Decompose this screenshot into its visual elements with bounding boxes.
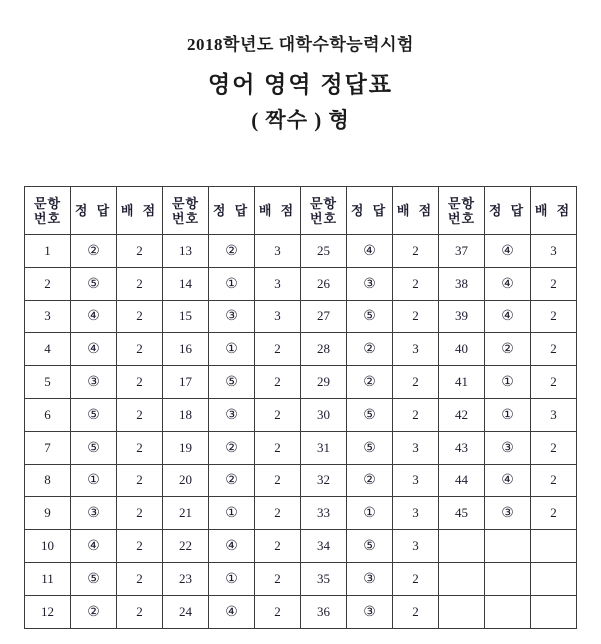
points-cell: 2 <box>531 267 577 300</box>
points-cell: 2 <box>393 366 439 399</box>
points-cell: 2 <box>117 530 163 563</box>
circled-answer-glyph: ③ <box>225 407 238 423</box>
table-row <box>25 366 577 399</box>
question-number-cell: 5 <box>25 366 71 399</box>
header-question-no-top: 문항 <box>309 195 338 211</box>
points-cell: 2 <box>531 300 577 333</box>
question-number-cell: 22 <box>163 530 209 563</box>
header-question-no-4 <box>439 187 485 235</box>
question-number-cell: 26 <box>301 267 347 300</box>
header-points-label: 배 점 <box>396 203 435 218</box>
points-cell: 3 <box>531 398 577 431</box>
points-cell: 2 <box>255 366 301 399</box>
circled-answer-glyph: ② <box>363 473 376 489</box>
title-block <box>0 0 601 134</box>
points-cell: 2 <box>255 497 301 530</box>
answer-cell <box>347 562 393 595</box>
circled-answer-glyph: ① <box>501 407 514 423</box>
form-type-title: ( 짝수 ) 형 <box>251 108 350 132</box>
answer-cell <box>71 464 117 497</box>
answer-cell <box>71 431 117 464</box>
circled-answer-glyph: ② <box>225 440 238 456</box>
answer-cell <box>347 464 393 497</box>
header-question-no-bottom: 번호 <box>33 210 62 226</box>
header-question-no-1 <box>25 187 71 235</box>
question-number-cell: 43 <box>439 431 485 464</box>
answer-cell <box>485 235 531 268</box>
answer-cell <box>485 267 531 300</box>
circled-answer-glyph: ① <box>225 276 238 292</box>
answer-cell <box>209 595 255 628</box>
question-number-cell: 6 <box>25 398 71 431</box>
circled-answer-glyph: ⑤ <box>225 375 238 391</box>
points-cell: 3 <box>393 333 439 366</box>
points-cell: 2 <box>255 464 301 497</box>
points-cell: 3 <box>255 267 301 300</box>
answer-table <box>24 186 577 629</box>
points-cell: 3 <box>393 464 439 497</box>
circled-answer-glyph: ④ <box>501 473 514 489</box>
points-cell: 2 <box>255 398 301 431</box>
answer-cell <box>485 497 531 530</box>
points-cell: 2 <box>255 530 301 563</box>
header-answer-2 <box>209 187 255 235</box>
empty-cell <box>485 562 531 595</box>
question-number-cell: 41 <box>439 366 485 399</box>
circled-answer-glyph: ③ <box>501 506 514 522</box>
points-cell: 2 <box>531 366 577 399</box>
answer-cell <box>71 595 117 628</box>
question-number-cell: 30 <box>301 398 347 431</box>
points-cell: 2 <box>117 398 163 431</box>
answer-cell <box>347 530 393 563</box>
circled-answer-glyph: ① <box>225 342 238 358</box>
question-number-cell: 21 <box>163 497 209 530</box>
points-cell: 2 <box>117 267 163 300</box>
empty-cell <box>439 530 485 563</box>
table-row <box>25 595 577 628</box>
circled-answer-glyph: ③ <box>363 276 376 292</box>
answer-cell <box>209 366 255 399</box>
circled-answer-glyph: ① <box>225 571 238 587</box>
table-row <box>25 431 577 464</box>
table-row <box>25 333 577 366</box>
answer-cell <box>209 267 255 300</box>
answer-cell <box>347 398 393 431</box>
question-number-cell: 11 <box>25 562 71 595</box>
subject-answer-table-title: 영어 영역 정답표 <box>207 72 394 97</box>
header-answer-label: 정 답 <box>74 203 113 218</box>
question-number-cell: 28 <box>301 333 347 366</box>
circled-answer-glyph: ④ <box>363 243 376 259</box>
question-number-cell: 20 <box>163 464 209 497</box>
answer-cell <box>71 398 117 431</box>
question-number-cell: 12 <box>25 595 71 628</box>
question-number-cell: 9 <box>25 497 71 530</box>
answer-cell <box>485 366 531 399</box>
question-number-cell: 45 <box>439 497 485 530</box>
answer-cell <box>347 333 393 366</box>
circled-answer-glyph: ③ <box>225 309 238 325</box>
exam-year-title: 2018학년도 대학수학능력시험 <box>187 35 414 54</box>
header-question-no-bottom: 번호 <box>171 210 200 226</box>
question-number-cell: 3 <box>25 300 71 333</box>
question-number-cell: 19 <box>163 431 209 464</box>
points-cell: 2 <box>255 595 301 628</box>
question-number-cell: 18 <box>163 398 209 431</box>
points-cell: 2 <box>393 595 439 628</box>
points-cell: 2 <box>117 235 163 268</box>
question-number-cell: 38 <box>439 267 485 300</box>
question-number-cell: 33 <box>301 497 347 530</box>
points-cell: 3 <box>393 431 439 464</box>
header-points-4 <box>531 187 577 235</box>
circled-answer-glyph: ④ <box>87 309 100 325</box>
header-points-3 <box>393 187 439 235</box>
circled-answer-glyph: ② <box>363 375 376 391</box>
header-points-label: 배 점 <box>534 203 573 218</box>
empty-cell <box>439 562 485 595</box>
question-number-cell: 7 <box>25 431 71 464</box>
circled-answer-glyph: ③ <box>363 571 376 587</box>
answer-cell <box>485 431 531 464</box>
answer-cell <box>71 267 117 300</box>
header-question-no-top: 문항 <box>33 195 62 211</box>
points-cell: 2 <box>117 464 163 497</box>
points-cell: 2 <box>117 333 163 366</box>
answer-cell <box>209 235 255 268</box>
answer-cell <box>71 562 117 595</box>
answer-cell <box>209 333 255 366</box>
header-question-no-bottom: 번호 <box>309 210 338 226</box>
table-row <box>25 530 577 563</box>
circled-answer-glyph: ④ <box>501 276 514 292</box>
answer-cell <box>71 497 117 530</box>
answer-cell <box>347 366 393 399</box>
header-question-no-bottom: 번호 <box>447 210 476 226</box>
answer-cell <box>71 235 117 268</box>
points-cell: 2 <box>255 333 301 366</box>
table-row <box>25 267 577 300</box>
circled-answer-glyph: ③ <box>363 604 376 620</box>
question-number-cell: 16 <box>163 333 209 366</box>
question-number-cell: 13 <box>163 235 209 268</box>
circled-answer-glyph: ② <box>87 243 100 259</box>
circled-answer-glyph: ① <box>501 375 514 391</box>
table-header <box>25 187 577 235</box>
points-cell: 2 <box>117 562 163 595</box>
points-cell: 2 <box>393 235 439 268</box>
answer-cell <box>485 464 531 497</box>
points-cell: 2 <box>531 333 577 366</box>
header-question-no-2 <box>163 187 209 235</box>
empty-cell <box>531 595 577 628</box>
points-cell: 2 <box>255 562 301 595</box>
question-number-cell: 35 <box>301 562 347 595</box>
header-question-no-top: 문항 <box>447 195 476 211</box>
circled-answer-glyph: ③ <box>501 440 514 456</box>
circled-answer-glyph: ⑤ <box>363 539 376 555</box>
points-cell: 2 <box>531 464 577 497</box>
header-row <box>25 187 577 235</box>
empty-cell <box>531 530 577 563</box>
question-number-cell: 27 <box>301 300 347 333</box>
question-number-cell: 25 <box>301 235 347 268</box>
table-row <box>25 398 577 431</box>
empty-cell <box>531 562 577 595</box>
question-number-cell: 40 <box>439 333 485 366</box>
points-cell: 2 <box>117 497 163 530</box>
points-cell: 3 <box>255 235 301 268</box>
answer-cell <box>209 431 255 464</box>
empty-cell <box>439 595 485 628</box>
points-cell: 2 <box>255 431 301 464</box>
answer-cell <box>71 530 117 563</box>
answer-cell <box>347 595 393 628</box>
header-answer-label: 정 답 <box>488 203 527 218</box>
question-number-cell: 8 <box>25 464 71 497</box>
question-number-cell: 17 <box>163 366 209 399</box>
question-number-cell: 1 <box>25 235 71 268</box>
answer-cell <box>347 235 393 268</box>
question-number-cell: 37 <box>439 235 485 268</box>
circled-answer-glyph: ④ <box>225 539 238 555</box>
table-body <box>25 235 577 629</box>
answer-table-container <box>24 186 576 629</box>
question-number-cell: 15 <box>163 300 209 333</box>
circled-answer-glyph: ② <box>363 342 376 358</box>
question-number-cell: 36 <box>301 595 347 628</box>
header-points-label: 배 점 <box>258 203 297 218</box>
header-answer-label: 정 답 <box>350 203 389 218</box>
circled-answer-glyph: ④ <box>501 309 514 325</box>
points-cell: 2 <box>117 366 163 399</box>
question-number-cell: 2 <box>25 267 71 300</box>
header-answer-1 <box>71 187 117 235</box>
circled-answer-glyph: ⑤ <box>363 407 376 423</box>
empty-cell <box>485 530 531 563</box>
circled-answer-glyph: ② <box>225 473 238 489</box>
answer-cell <box>71 366 117 399</box>
header-points-label: 배 점 <box>120 203 159 218</box>
question-number-cell: 39 <box>439 300 485 333</box>
question-number-cell: 29 <box>301 366 347 399</box>
header-answer-label: 정 답 <box>212 203 251 218</box>
circled-answer-glyph: ③ <box>87 506 100 522</box>
header-answer-3 <box>347 187 393 235</box>
circled-answer-glyph: ④ <box>87 539 100 555</box>
header-answer-4 <box>485 187 531 235</box>
answer-cell <box>347 497 393 530</box>
circled-answer-glyph: ② <box>225 243 238 259</box>
points-cell: 2 <box>117 300 163 333</box>
question-number-cell: 24 <box>163 595 209 628</box>
circled-answer-glyph: ⑤ <box>87 571 100 587</box>
empty-cell <box>485 595 531 628</box>
question-number-cell: 42 <box>439 398 485 431</box>
points-cell: 3 <box>393 530 439 563</box>
points-cell: 3 <box>255 300 301 333</box>
points-cell: 3 <box>531 235 577 268</box>
points-cell: 3 <box>393 497 439 530</box>
answer-cell <box>347 431 393 464</box>
question-number-cell: 31 <box>301 431 347 464</box>
circled-answer-glyph: ⑤ <box>87 276 100 292</box>
answer-cell <box>209 497 255 530</box>
circled-answer-glyph: ④ <box>501 243 514 259</box>
points-cell: 2 <box>393 562 439 595</box>
points-cell: 2 <box>531 497 577 530</box>
question-number-cell: 14 <box>163 267 209 300</box>
circled-answer-glyph: ⑤ <box>363 440 376 456</box>
answer-cell <box>209 530 255 563</box>
points-cell: 2 <box>531 431 577 464</box>
answer-cell <box>71 333 117 366</box>
circled-answer-glyph: ⑤ <box>363 309 376 325</box>
question-number-cell: 4 <box>25 333 71 366</box>
header-points-1 <box>117 187 163 235</box>
header-question-no-3 <box>301 187 347 235</box>
circled-answer-glyph: ⑤ <box>87 440 100 456</box>
points-cell: 2 <box>393 300 439 333</box>
answer-cell <box>209 300 255 333</box>
answer-cell <box>209 562 255 595</box>
question-number-cell: 34 <box>301 530 347 563</box>
answer-cell <box>209 398 255 431</box>
table-row <box>25 235 577 268</box>
table-row <box>25 562 577 595</box>
points-cell: 2 <box>117 595 163 628</box>
answer-cell <box>485 333 531 366</box>
answer-cell <box>485 398 531 431</box>
circled-answer-glyph: ① <box>87 473 100 489</box>
header-question-no-top: 문항 <box>171 195 200 211</box>
circled-answer-glyph: ④ <box>87 342 100 358</box>
circled-answer-glyph: ④ <box>225 604 238 620</box>
circled-answer-glyph: ② <box>87 604 100 620</box>
answer-cell <box>71 300 117 333</box>
table-row <box>25 497 577 530</box>
answer-cell <box>347 267 393 300</box>
answer-cell <box>485 300 531 333</box>
header-points-2 <box>255 187 301 235</box>
circled-answer-glyph: ① <box>225 506 238 522</box>
answer-cell <box>347 300 393 333</box>
answer-cell <box>209 464 255 497</box>
question-number-cell: 32 <box>301 464 347 497</box>
points-cell: 2 <box>393 267 439 300</box>
circled-answer-glyph: ⑤ <box>87 407 100 423</box>
table-row <box>25 464 577 497</box>
points-cell: 2 <box>117 431 163 464</box>
circled-answer-glyph: ① <box>363 506 376 522</box>
question-number-cell: 23 <box>163 562 209 595</box>
table-row <box>25 300 577 333</box>
circled-answer-glyph: ② <box>501 342 514 358</box>
points-cell: 2 <box>393 398 439 431</box>
question-number-cell: 44 <box>439 464 485 497</box>
circled-answer-glyph: ③ <box>87 375 100 391</box>
question-number-cell: 10 <box>25 530 71 563</box>
